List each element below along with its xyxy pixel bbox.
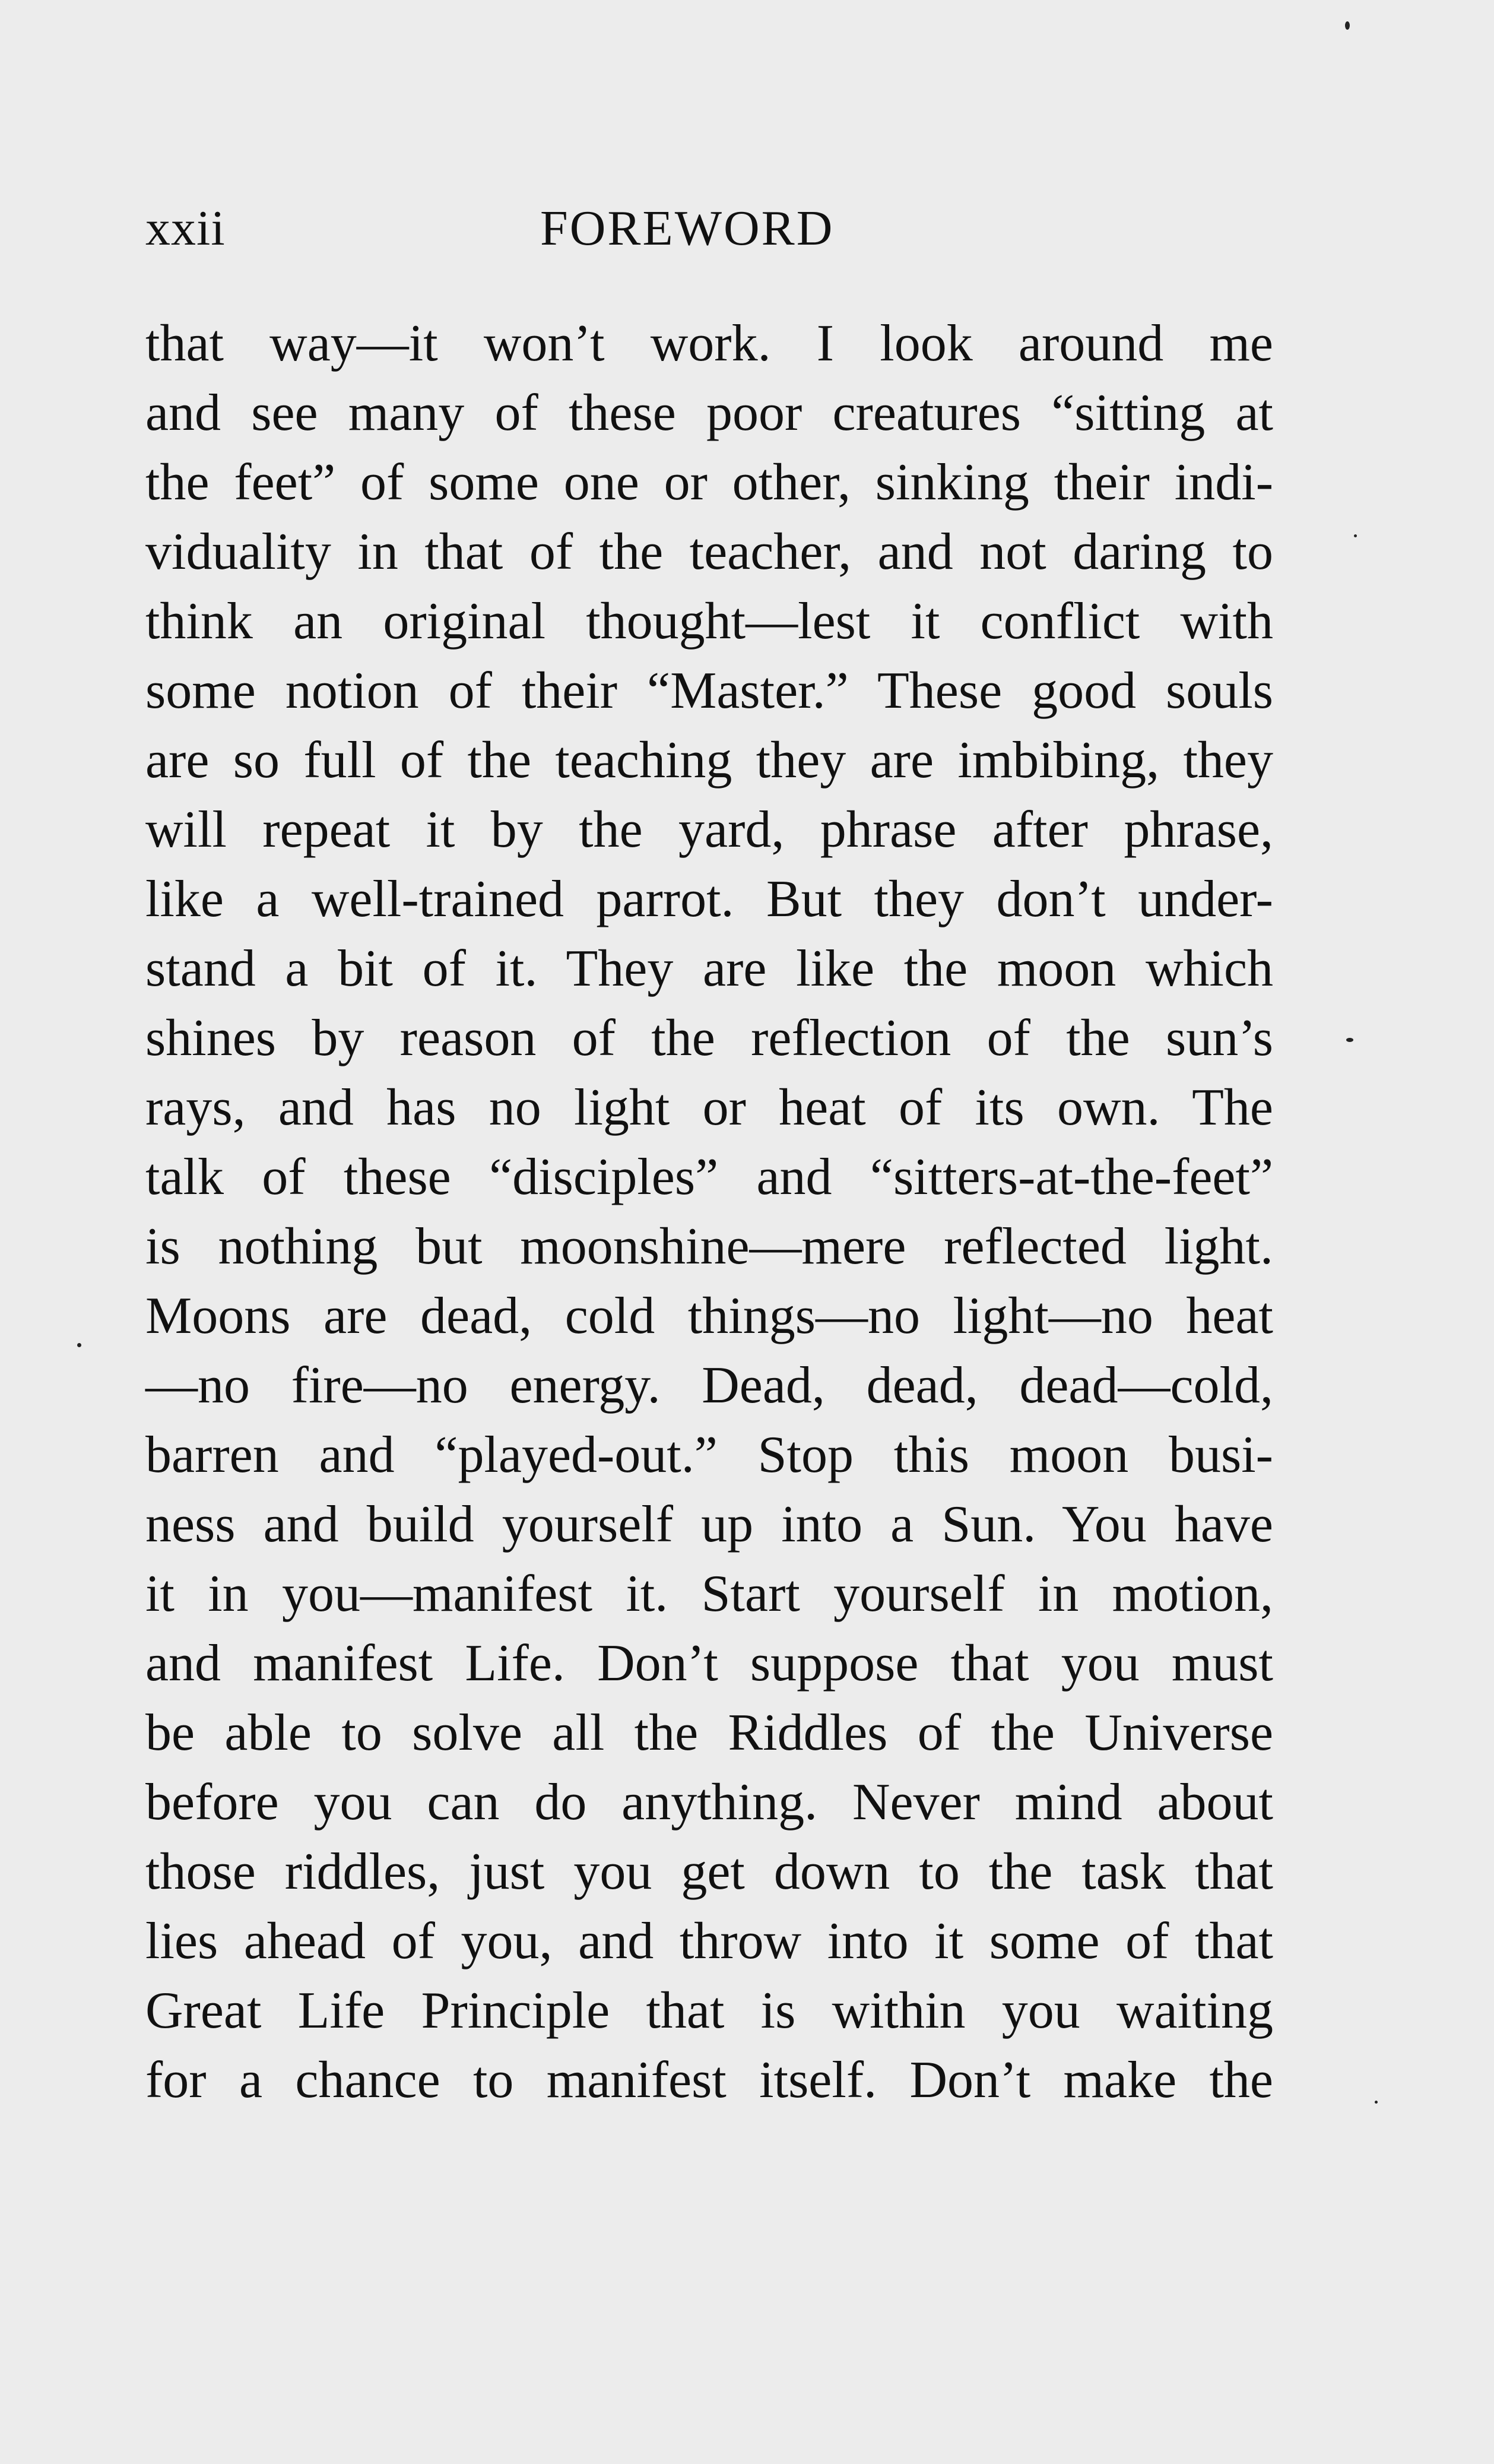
text-line: will repeat it by the yard, phrase after phrase,: [145, 801, 1273, 859]
text-line: some notion of their “Master.” These good souls: [145, 662, 1273, 720]
page-number: xxii: [145, 201, 226, 256]
text-line: those riddles, just you get down to the task that: [145, 1843, 1273, 1901]
scan-speck: [1354, 534, 1357, 537]
scan-speck: [1375, 2101, 1378, 2104]
scan-speck: [77, 1343, 81, 1347]
text-line: are so full of the teaching they are imbibing, they: [145, 731, 1273, 789]
text-line: that way—it won’t work. I look around me: [145, 315, 1273, 372]
text-line: and manifest Life. Don’t suppose that you must: [145, 1635, 1273, 1692]
text-line: Great Life Principle that is within you waiting: [145, 1982, 1273, 2039]
text-line: think an original thought—lest it conflict with: [145, 593, 1273, 650]
scan-speck: [1345, 21, 1350, 30]
text-line: barren and “played-out.” Stop this moon busi-: [145, 1426, 1273, 1484]
text-line: ness and build yourself up into a Sun. You have: [145, 1496, 1273, 1553]
scan-speck: [1346, 1038, 1353, 1042]
text-line: be able to solve all the Riddles of the Universe: [145, 1704, 1273, 1762]
text-line: viduality in that of the teacher, and not daring to: [145, 523, 1273, 581]
text-line: like a well-trained parrot. But they don’t under-: [145, 870, 1273, 928]
text-line: lies ahead of you, and throw into it some of that: [145, 1912, 1273, 1970]
text-line: before you can do anything. Never mind about: [145, 1773, 1273, 1831]
text-line: Moons are dead, cold things—no light—no heat: [145, 1287, 1273, 1345]
text-line: for a chance to manifest itself. Don’t make the: [145, 2051, 1273, 2109]
text-line: talk of these “disciples” and “sitters-at-the-feet”: [145, 1148, 1273, 1206]
page-header: [145, 196, 1267, 261]
text-line: rays, and has no light or heat of its own. The: [145, 1079, 1273, 1136]
text-line: shines by reason of the reflection of the sun’s: [145, 1009, 1273, 1067]
running-head: FOREWORD: [540, 201, 835, 256]
text-line: —no fire—no energy. Dead, dead, dead—cold,: [145, 1357, 1273, 1414]
body-text: [145, 309, 1273, 2115]
text-line: stand a bit of it. They are like the moon which: [145, 940, 1273, 997]
text-line: it in you—manifest it. Start yourself in motion,: [145, 1565, 1273, 1623]
text-line: is nothing but moonshine—mere reflected light.: [145, 1218, 1273, 1275]
text-line: and see many of these poor creatures “sitting at: [145, 384, 1273, 442]
text-line: the feet” of some one or other, sinking their indi-: [145, 454, 1273, 511]
